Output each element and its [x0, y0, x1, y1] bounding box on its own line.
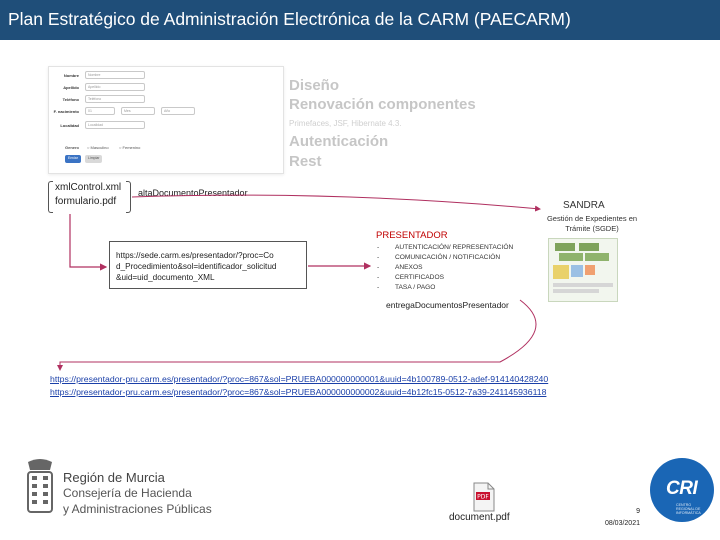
form-input-dia[interactable]: 01: [85, 107, 115, 115]
form-input-mes[interactable]: Mes: [121, 107, 155, 115]
form-label: Nombre: [63, 73, 79, 78]
radio-label: Femenino: [122, 145, 141, 150]
page-footer: [596, 506, 640, 530]
form-input-apellido[interactable]: Apellido: [85, 83, 145, 91]
feature-item: - ANEXOS: [373, 264, 513, 274]
svg-text:PDF: PDF: [477, 493, 489, 501]
consejeria-line-1: Consejería de Hacienda: [63, 486, 192, 500]
pdf-document-icon[interactable]: [472, 482, 496, 512]
arrow-to-links: [60, 300, 536, 370]
form-label: Apellido: [63, 85, 79, 90]
region-murcia-crest-icon: [20, 458, 60, 524]
pdf-file-label: formulario.pdf: [55, 196, 117, 207]
reset-button[interactable]: Limpiar: [85, 155, 102, 163]
frameworks-label: Primefaces, JSF, Hibernate 4.3.: [289, 119, 402, 128]
form-input-anio[interactable]: Año: [161, 107, 195, 115]
submit-button[interactable]: Enviar: [65, 155, 81, 163]
radio-femenino[interactable]: ○ Femenino: [119, 145, 141, 150]
page-number: 9: [636, 508, 640, 515]
arrow-to-url: [70, 214, 106, 267]
sandra-title: SANDRA: [563, 200, 605, 211]
presentador-test-link-1[interactable]: https://presentador-pru.carm.es/presentador/?proc=867&sol=PRUEBA000000000001&uuid=4b100789-0512-adef-914140428240: [50, 374, 549, 384]
sandra-subtitle: Gestión de Expedientes en Trámite (SGDE): [546, 214, 638, 233]
entrega-documentos-label: entregaDocumentosPresentador: [386, 300, 509, 310]
bracket-left: [48, 181, 53, 213]
xml-file-label: xmlControl.xml: [55, 182, 122, 193]
presentador-test-link-2[interactable]: https://presentador-pru.carm.es/presentador/?proc=867&sol=PRUEBA000000000002&uuid=4b12fc15-0512-7a39-241145936118: [50, 387, 547, 397]
radio-masculino[interactable]: ○ Masculino: [87, 145, 109, 150]
rest-label: Rest: [289, 153, 322, 170]
form-label: F. nacimiento: [53, 109, 79, 114]
alta-documento-label: altaDocumentoPresentador: [138, 188, 248, 198]
document-pdf-label: document.pdf: [449, 512, 510, 523]
feature-item: - CERTIFICADOS: [373, 274, 513, 284]
region-name: Región de Murcia: [63, 470, 165, 485]
presentador-title: PRESENTADOR: [376, 230, 448, 241]
autenticacion-label: Autenticación: [289, 133, 389, 150]
feature-item: - AUTENTICACIÓN/ REPRESENTACIÓN: [373, 244, 513, 254]
slide-title: Plan Estratégico de Administración Electrónica de la CARM (PAECARM): [8, 9, 571, 29]
feature-item: - COMUNICACIÓN / NOTIFICACIÓN: [373, 254, 513, 264]
radio-group-label: Genero: [64, 145, 79, 150]
cri-logo-text: CRI: [666, 478, 698, 499]
sgde-screenshot: [548, 238, 618, 302]
form-label: Teléfono: [62, 97, 79, 102]
form-input-localidad[interactable]: Localidad: [85, 121, 145, 129]
diseno-label: Diseño: [289, 77, 340, 94]
bracket-right: [126, 181, 131, 213]
presentador-url-box: https://sede.carm.es/presentador/?proc=Co d_Procedimiento&sol=identificador_solicitud &uid=uid_documento_XML: [109, 241, 307, 289]
sgde-thumbnail-graphic: [549, 239, 619, 303]
form-screenshot: [48, 66, 284, 174]
files-bracket: [48, 181, 131, 213]
slide-date: 08/03/2021: [604, 520, 640, 527]
renovacion-label: Renovación componentes: [289, 96, 476, 113]
consejeria-line-2: y Administraciones Públicas: [63, 502, 212, 516]
presentador-features: [373, 244, 513, 294]
feature-item: - TASA / PAGO: [373, 284, 513, 294]
form-input-telefono[interactable]: Teléfono: [85, 95, 145, 103]
radio-label: Masculino: [90, 145, 109, 150]
cri-logo-subtitle: CENTRO REGIONAL DE INFORMÁTICA: [676, 503, 701, 515]
title-bar: [0, 0, 720, 40]
form-input-nombre[interactable]: Nombre: [85, 71, 145, 79]
form-label: Localidad: [60, 123, 79, 128]
